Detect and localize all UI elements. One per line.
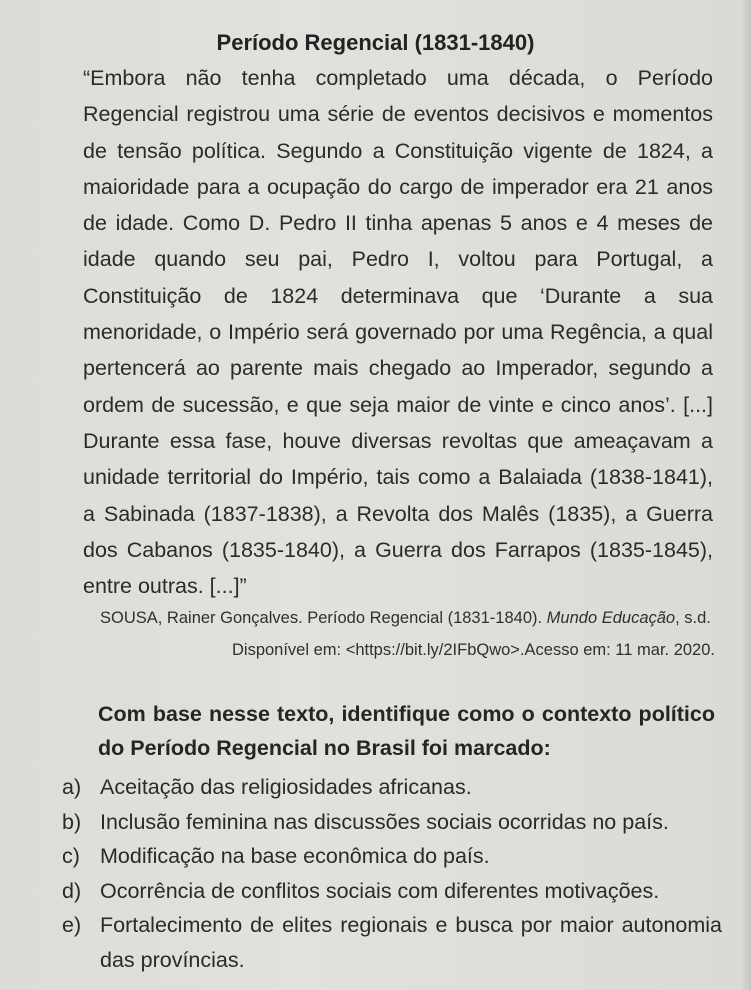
option-letter: e) xyxy=(62,913,82,937)
citation-source: Mundo Educação xyxy=(546,609,676,627)
answer-options xyxy=(62,770,722,977)
option-letter: c) xyxy=(62,844,80,868)
option-letter: d) xyxy=(62,878,82,903)
option-text: Modificação na base econômica do país. xyxy=(100,844,490,868)
option-text: Inclusão feminina nas discussões sociais ocorridas no país. xyxy=(100,809,669,834)
question-prompt: Com base nesse texto, identifique como o contexto político do Período Regencial no Brasil foi marcado: xyxy=(98,702,715,760)
citation-date: , s.d. xyxy=(675,609,711,627)
citation-availability: Disponível em: <https://bit.ly/2IFbQwo>.Acesso em: 11 mar. 2020. xyxy=(231,641,715,659)
option-a xyxy=(62,770,722,805)
option-text: Fortalecimento de elites regionais e busca por maior autonomia das províncias. xyxy=(100,913,722,972)
page-title: Período Regencial (1831-1840) xyxy=(216,30,535,55)
option-text: Aceitação das religiosidades africanas. xyxy=(100,775,472,799)
option-e xyxy=(62,908,722,977)
option-d xyxy=(62,874,722,909)
option-b xyxy=(62,805,722,840)
quote-paragraph: “Embora não tenha completado uma década, o Período Regencial registrou uma série de eventos decisivos e momentos de tensão política. Segundo a Constituição vigente de 1824, a maioridade para a ocupação do cargo de imperador era 21 anos de idade. Como D. Pedro II tinha apenas 5 anos e 4 meses de idade quando seu pai, Pedro I, voltou para Portugal, a Constituição de 1824 determinava que ‘Durante a sua menoridade, o Império será governado por uma Regência, a qual pertencerá ao parente mais chegado ao Imperador, segundo a ordem de sucessão, e que seja maior de vinte e cinco anos’. [...] Durante essa fase, houve diversas revoltas que ameaçavam a unidade territorial do Império, tais como a Balaiada (1838-1841), a Sabinada (1837-1838), a Revolta dos Malês (1835), a Guerra dos Cabanos (1835-1840), a Guerra dos Farrapos (1835-1845), entre outras. [...]” xyxy=(83,66,713,599)
option-text: Ocorrência de conflitos sociais com diferentes motivações. xyxy=(100,878,660,903)
citation xyxy=(100,602,715,666)
citation-author-title: SOUSA, Rainer Gonçalves. Período Regencial (1831-1840). xyxy=(100,609,543,627)
option-c xyxy=(62,839,722,874)
page-edge-shadow xyxy=(741,0,751,990)
option-letter: b) xyxy=(62,809,82,834)
option-letter: a) xyxy=(62,775,82,799)
